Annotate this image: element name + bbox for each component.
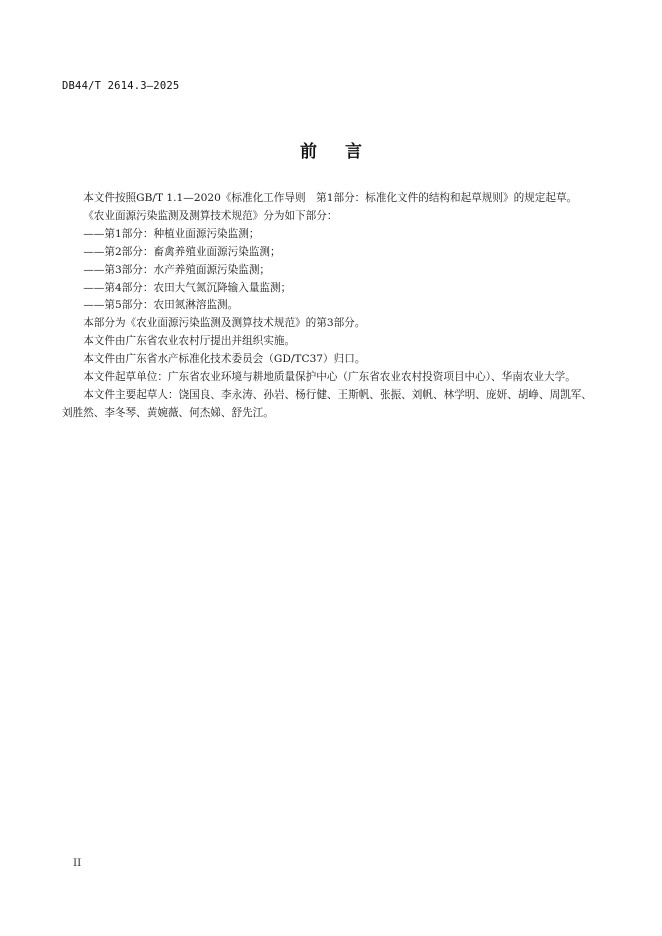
list-item: ——第5部分：农田氮淋溶监测。 [83,299,239,312]
list-item: ——第3部分：水产养殖面源污染监测； [83,263,271,276]
paragraph-drafters: 本文件主要起草人：饶国良、李永涛、孙岩、杨行健、王斯帆、张振、刘帆、林学明、庞妍、胡峥、周凯军、刘胜然、李冬琴、黄婉薇、何杰娣、舒先江。 [62,388,592,419]
paragraph-series-intro: 《农业面源污染监测及测算技术规范》分为如下部分： [83,209,338,222]
document-code: DB44/T 2614.3—2025 [62,80,180,92]
list-item: ——第1部分：种植业面源污染监测； [83,227,260,240]
paragraph-proposer: 本文件由广东省农业农村厅提出并组织实施。 [83,335,296,348]
paragraph-drafting-rules: 本文件按照GB/T 1.1—2020《标准化工作导则 第1部分：标准化文件的结构和起草规则》的规定起草。 [83,192,578,204]
list-item: ——第4部分：农田大气氮沉降输入量监测； [83,281,292,294]
page-title: 前言 [300,142,390,162]
paragraph-drafting-units: 本文件起草单位：广东省农业环境与耕地质量保护中心（广东省农业农村投资项目中心）、华南农业大学。 [83,371,576,384]
paragraph-part-number: 本部分为《农业面源污染监测及测算技术规范》的第3部分。 [83,317,366,330]
page-number: II [73,857,82,869]
foreword-body [62,190,592,423]
list-item: ——第2部分：畜禽养殖业面源污染监测； [83,245,281,258]
paragraph-committee: 本文件由广东省水产标准化技术委员会（GD/TC37）归口。 [83,353,366,366]
